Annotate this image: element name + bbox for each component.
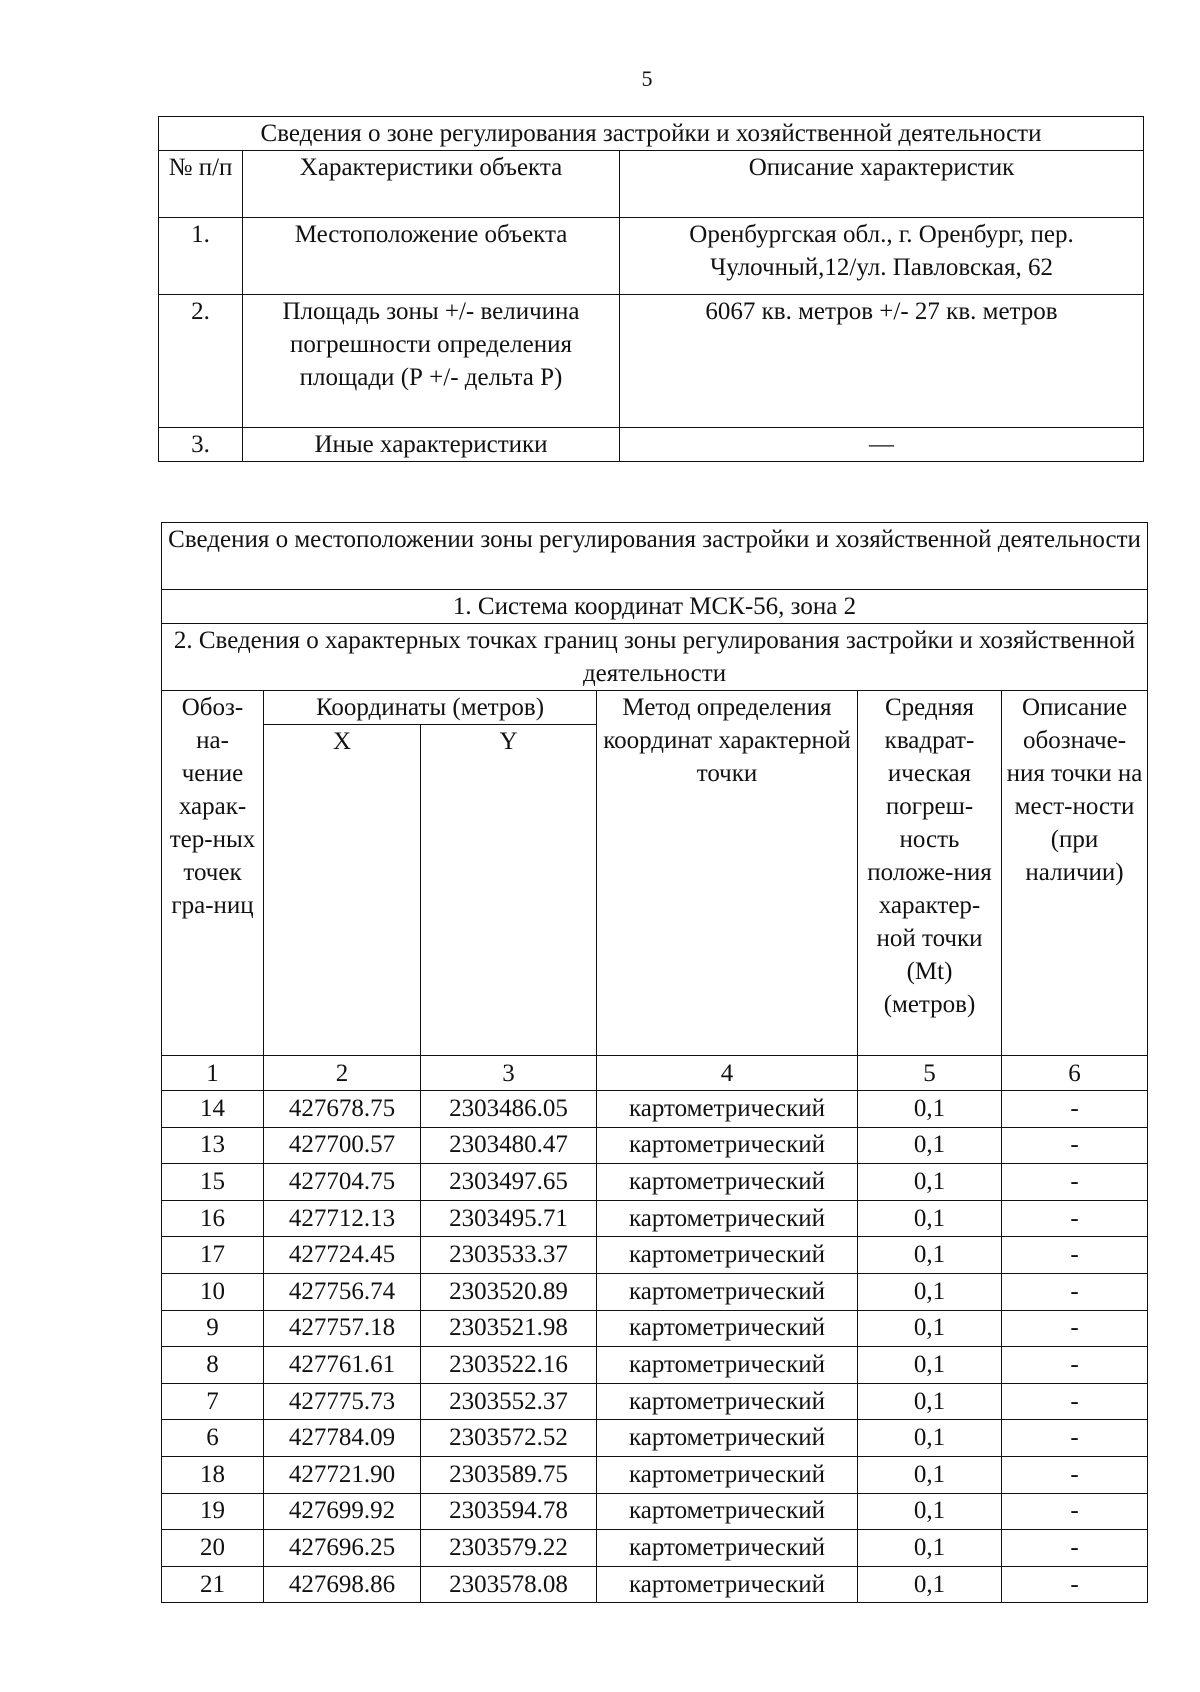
zone-row-characteristic: Иные характеристики xyxy=(243,428,620,462)
point-method: картометрический xyxy=(597,1493,858,1530)
table-row xyxy=(162,1456,1148,1493)
zone-header-characteristic: Характеристики объекта xyxy=(243,151,620,218)
column-number: 6 xyxy=(1002,1056,1148,1091)
table-row xyxy=(162,1164,1148,1201)
point-desc: - xyxy=(1002,1237,1148,1274)
point-x: 427721.90 xyxy=(264,1456,421,1493)
header-x: X xyxy=(264,725,421,1056)
point-method: картометрический xyxy=(597,1237,858,1274)
boundary-points-table xyxy=(161,522,1148,1603)
header-coordinates: Координаты (метров) xyxy=(264,691,597,725)
point-y: 2303594.78 xyxy=(421,1493,597,1530)
point-desc: - xyxy=(1002,1420,1148,1457)
point-method: картометрический xyxy=(597,1347,858,1384)
page-number: 5 xyxy=(641,66,653,91)
zone-header-description: Описание характеристик xyxy=(620,151,1144,218)
point-y: 2303533.37 xyxy=(421,1237,597,1274)
column-number: 3 xyxy=(421,1056,597,1091)
point-mt: 0,1 xyxy=(858,1383,1002,1420)
point-id: 6 xyxy=(162,1420,264,1457)
point-mt: 0,1 xyxy=(858,1566,1002,1603)
point-mt: 0,1 xyxy=(858,1420,1002,1457)
table-row xyxy=(162,1493,1148,1530)
point-x: 427712.13 xyxy=(264,1200,421,1237)
point-method: картометрический xyxy=(597,1091,858,1128)
table-row xyxy=(162,1347,1148,1384)
point-y: 2303521.98 xyxy=(421,1310,597,1347)
table-row xyxy=(162,1383,1148,1420)
point-mt: 0,1 xyxy=(858,1091,1002,1128)
point-desc: - xyxy=(1002,1310,1148,1347)
header-error: Средняя квадрат-ическая погреш-ность положе-ния характер-ной точки (Mt) (метров) xyxy=(858,691,1002,1056)
point-mt: 0,1 xyxy=(858,1127,1002,1164)
point-x: 427698.86 xyxy=(264,1566,421,1603)
point-desc: - xyxy=(1002,1164,1148,1201)
point-id: 21 xyxy=(162,1566,264,1603)
column-number: 5 xyxy=(858,1056,1002,1091)
point-desc: - xyxy=(1002,1493,1148,1530)
point-x: 427784.09 xyxy=(264,1420,421,1457)
point-mt: 0,1 xyxy=(858,1237,1002,1274)
point-y: 2303480.47 xyxy=(421,1127,597,1164)
header-location-desc: Описание обозначе-ния точки на мест-ности (при наличии) xyxy=(1002,691,1148,1056)
point-method: картометрический xyxy=(597,1383,858,1420)
table-row xyxy=(162,1237,1148,1274)
point-x: 427678.75 xyxy=(264,1091,421,1128)
header-y: Y xyxy=(421,725,597,1056)
header-designation: Обоз-на-чение харак-тер-ных точек гра-ниц xyxy=(162,691,264,1056)
point-desc: - xyxy=(1002,1273,1148,1310)
point-id: 13 xyxy=(162,1127,264,1164)
zone-row-description: Оренбургская обл., г. Оренбург, пер. Чулочный,12/ул. Павловская, 62 xyxy=(620,218,1144,295)
point-x: 427696.25 xyxy=(264,1530,421,1567)
point-mt: 0,1 xyxy=(858,1273,1002,1310)
zone-row-description: — xyxy=(620,428,1144,462)
point-mt: 0,1 xyxy=(858,1310,1002,1347)
point-id: 9 xyxy=(162,1310,264,1347)
points-table-title: Сведения о местоположении зоны регулирования застройки и хозяйственной деятельности xyxy=(162,523,1148,590)
point-mt: 0,1 xyxy=(858,1493,1002,1530)
zone-row-num: 3. xyxy=(159,428,243,462)
zone-header-num: № п/п xyxy=(159,151,243,218)
point-id: 20 xyxy=(162,1530,264,1567)
zone-row xyxy=(159,218,1144,295)
point-desc: - xyxy=(1002,1347,1148,1384)
point-desc: - xyxy=(1002,1200,1148,1237)
point-desc: - xyxy=(1002,1091,1148,1128)
point-x: 427700.57 xyxy=(264,1127,421,1164)
point-y: 2303497.65 xyxy=(421,1164,597,1201)
table-row xyxy=(162,1566,1148,1603)
point-x: 427699.92 xyxy=(264,1493,421,1530)
point-id: 7 xyxy=(162,1383,264,1420)
point-desc: - xyxy=(1002,1566,1148,1603)
table-row xyxy=(162,1310,1148,1347)
point-y: 2303572.52 xyxy=(421,1420,597,1457)
point-y: 2303589.75 xyxy=(421,1456,597,1493)
point-id: 19 xyxy=(162,1493,264,1530)
point-mt: 0,1 xyxy=(858,1456,1002,1493)
zone-table-title: Сведения о зоне регулирования застройки и хозяйственной деятельности xyxy=(159,117,1144,151)
table-row xyxy=(162,1127,1148,1164)
point-y: 2303522.16 xyxy=(421,1347,597,1384)
point-y: 2303552.37 xyxy=(421,1383,597,1420)
points-table-subtitle: 2. Сведения о характерных точках границ зоны регулирования застройки и хозяйственной деятельности xyxy=(162,624,1148,691)
zone-row-characteristic: Площадь зоны +/- величина погрешности определения площади (Р +/- дельта Р) xyxy=(243,295,620,428)
point-desc: - xyxy=(1002,1456,1148,1493)
point-method: картометрический xyxy=(597,1310,858,1347)
table-row xyxy=(162,1420,1148,1457)
point-desc: - xyxy=(1002,1530,1148,1567)
point-id: 8 xyxy=(162,1347,264,1384)
point-method: картометрический xyxy=(597,1456,858,1493)
zone-row-num: 1. xyxy=(159,218,243,295)
point-desc: - xyxy=(1002,1127,1148,1164)
column-number: 4 xyxy=(597,1056,858,1091)
point-y: 2303486.05 xyxy=(421,1091,597,1128)
point-x: 427757.18 xyxy=(264,1310,421,1347)
point-x: 427761.61 xyxy=(264,1347,421,1384)
zone-row xyxy=(159,295,1144,428)
zone-row-description: 6067 кв. метров +/- 27 кв. метров xyxy=(620,295,1144,428)
zone-row-characteristic: Местоположение объекта xyxy=(243,218,620,295)
point-mt: 0,1 xyxy=(858,1530,1002,1567)
point-mt: 0,1 xyxy=(858,1200,1002,1237)
column-number: 2 xyxy=(264,1056,421,1091)
table-row xyxy=(162,1091,1148,1128)
point-id: 14 xyxy=(162,1091,264,1128)
point-mt: 0,1 xyxy=(858,1164,1002,1201)
point-id: 16 xyxy=(162,1200,264,1237)
point-method: картометрический xyxy=(597,1164,858,1201)
point-x: 427704.75 xyxy=(264,1164,421,1201)
point-y: 2303578.08 xyxy=(421,1566,597,1603)
point-x: 427756.74 xyxy=(264,1273,421,1310)
zone-row xyxy=(159,428,1144,462)
table-row xyxy=(162,1530,1148,1567)
point-method: картометрический xyxy=(597,1200,858,1237)
point-x: 427724.45 xyxy=(264,1237,421,1274)
table-row xyxy=(162,1273,1148,1310)
point-method: картометрический xyxy=(597,1273,858,1310)
coordinate-system: 1. Система координат МСК-56, зона 2 xyxy=(162,590,1148,624)
point-method: картометрический xyxy=(597,1530,858,1567)
point-method: картометрический xyxy=(597,1420,858,1457)
point-method: картометрический xyxy=(597,1566,858,1603)
zone-info-table xyxy=(158,116,1144,462)
point-desc: - xyxy=(1002,1383,1148,1420)
column-numbers-row xyxy=(162,1056,1148,1091)
point-x: 427775.73 xyxy=(264,1383,421,1420)
point-y: 2303579.22 xyxy=(421,1530,597,1567)
points-body xyxy=(162,1091,1148,1603)
point-id: 17 xyxy=(162,1237,264,1274)
point-id: 15 xyxy=(162,1164,264,1201)
header-method: Метод определения координат характерной точки xyxy=(597,691,858,1056)
point-mt: 0,1 xyxy=(858,1347,1002,1384)
point-y: 2303495.71 xyxy=(421,1200,597,1237)
table-row xyxy=(162,1200,1148,1237)
point-id: 10 xyxy=(162,1273,264,1310)
point-id: 18 xyxy=(162,1456,264,1493)
point-y: 2303520.89 xyxy=(421,1273,597,1310)
zone-row-num: 2. xyxy=(159,295,243,428)
point-method: картометрический xyxy=(597,1127,858,1164)
column-number: 1 xyxy=(162,1056,264,1091)
